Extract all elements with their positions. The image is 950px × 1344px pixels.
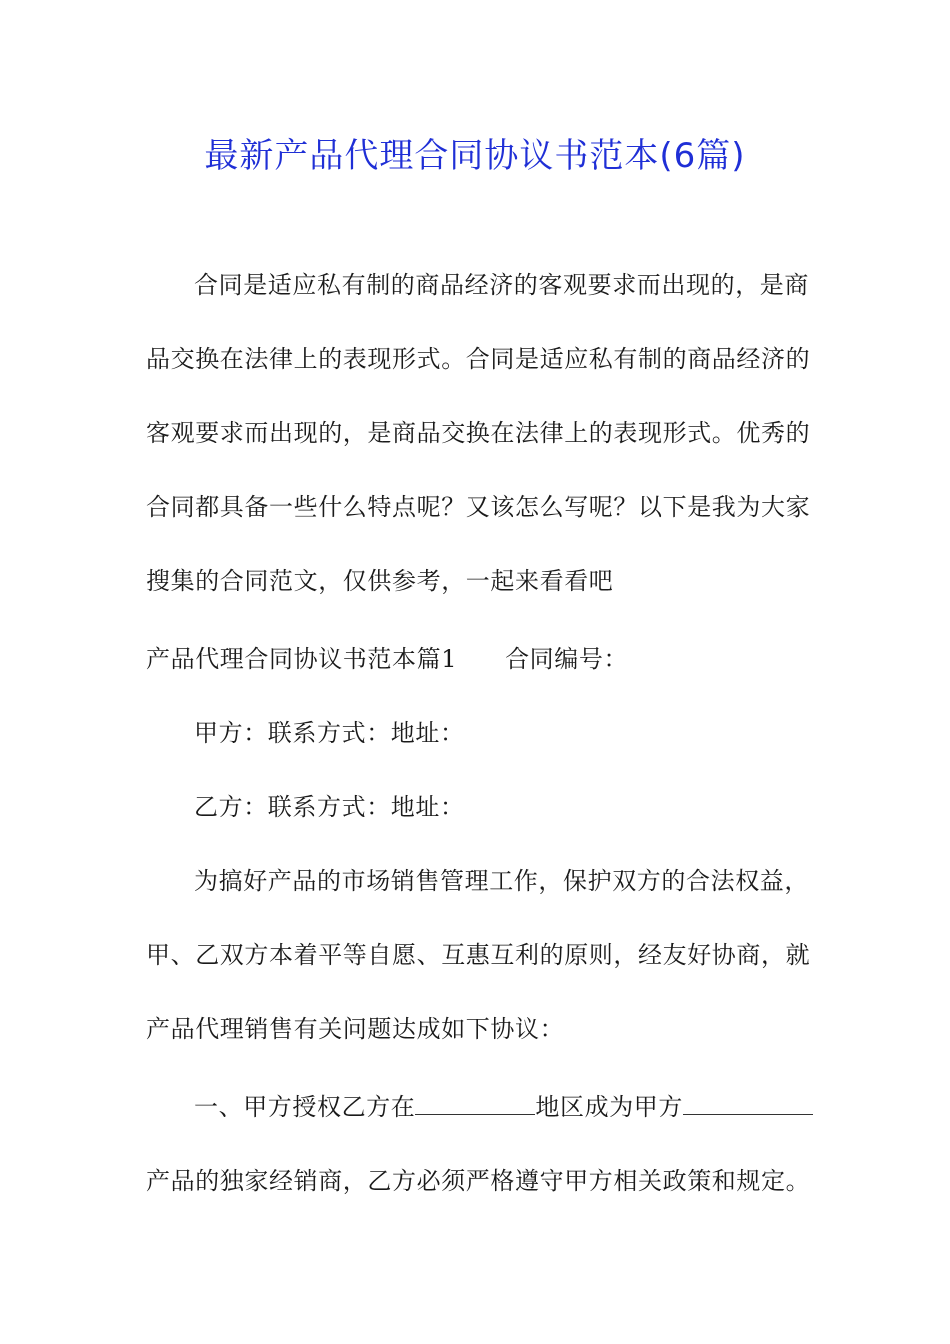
intro-line-5: 搜集的合同范文，仅供参考，一起来看看吧 [146,567,614,595]
product-blank-field[interactable] [683,1092,813,1115]
clause-1-line-1 [194,1092,813,1122]
purpose-line-3: 产品代理销售有关问题达成如下协议： [146,1015,565,1043]
intro-line-2: 品交换在法律上的表现形式。合同是适应私有制的商品经济的 [146,345,811,373]
intro-line-1: 合同是适应私有制的商品经济的客观要求而出现的，是商 [194,271,809,299]
party-a-line: 甲方：联系方式：地址： [194,719,465,747]
section-heading-row [146,644,628,674]
purpose-line-2: 甲、乙双方本着平等自愿、互惠互利的原则，经友好协商，就 [146,941,811,969]
contract-number-label: 合同编号： [505,645,629,673]
region-blank-field[interactable] [415,1092,535,1115]
intro-line-4: 合同都具备一些什么特点呢？又该怎么写呢？以下是我为大家 [146,493,811,521]
document-title: 最新产品代理合同协议书范本(6篇) [204,136,746,176]
party-b-line: 乙方：联系方式：地址： [194,793,465,821]
section-heading: 产品代理合同协议书范本篇1 [146,645,458,673]
purpose-line-1: 为搞好产品的市场销售管理工作，保护双方的合法权益， [194,867,809,895]
clause-1-line-2: 产品的独家经销商，乙方必须严格遵守甲方相关政策和规定。 [146,1167,811,1195]
intro-line-3: 客观要求而出现的，是商品交换在法律上的表现形式。优秀的 [146,419,811,447]
clause-1-text-a: 一、甲方授权乙方在 [194,1093,416,1121]
clause-1-text-b: 地区成为甲方 [535,1093,684,1121]
